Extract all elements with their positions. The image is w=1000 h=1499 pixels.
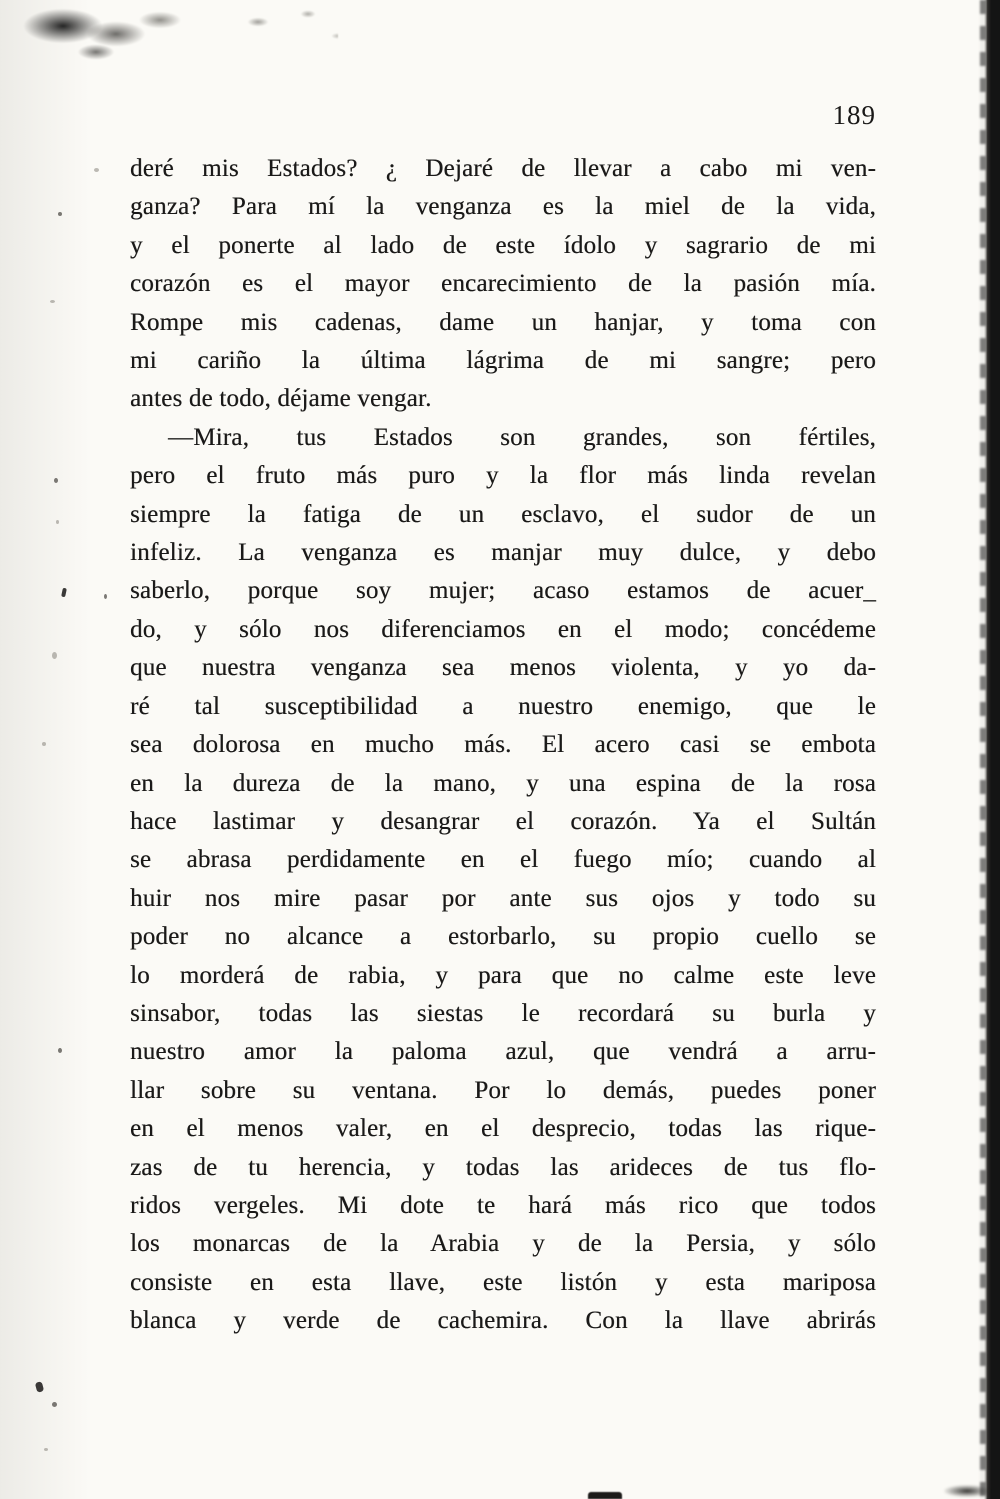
text-line: consiste en esta llave, este listón y esta mariposa [130,1268,876,1296]
text-line: sinsabor, todas las siestas le recordará su burla y [130,999,876,1027]
text-line: huir nos mire pasar por ante sus ojos y todo su [130,884,876,912]
text-line: y el ponerte al lado de este ídolo y sagrario de mi [130,231,876,259]
text-line: poder no alcance a estorbarlo, su propio cuello se [130,923,876,951]
text-line: en el menos valer, en el desprecio, todas las rique- [130,1115,876,1143]
scan-speck [50,300,55,303]
text-line: infeliz. La venganza es manjar muy dulce, y debo [130,539,876,567]
scan-speck [54,478,58,483]
text-line: ré tal susceptibilidad a nuestro enemigo, que le [130,692,876,720]
scan-mark-bottom [588,1492,622,1499]
text-line: ganza? Para mí la venganza es la miel de la vida, [130,193,876,221]
page-number: 189 [832,100,876,130]
text-line: los monarcas de la Arabia y de la Persia, y sólo [130,1230,876,1258]
scan-speck [52,652,57,659]
text-line: blanca y verde de cachemira. Con la llave abrirás [130,1307,876,1335]
text-line: do, y sólo nos diferenciamos en el modo; concédeme [130,615,876,643]
scan-gutter-shadow [984,0,1000,1499]
scan-speck [56,520,59,524]
text-line: siempre la fatiga de un esclavo, el sudor de un [130,500,876,528]
text-line: sea dolorosa en mucho más. El acero casi se embota [130,731,876,759]
text-line: lo morderá de rabia, y para que no calme este leve [130,961,876,989]
text-line: —Mira, tus Estados son grandes, son fértiles, [168,423,876,451]
paragraph [130,150,876,419]
scan-speck [44,1448,48,1451]
scan-smudge [8,0,338,84]
text-line: llar sobre su ventana. Por lo demás, puedes poner [130,1076,876,1104]
paragraph [130,419,876,1341]
scan-speck [94,168,99,172]
text-line: ridos vergeles. Mi dote te hará más rico que todos [130,1191,876,1219]
scan-speck [52,1402,57,1407]
text-line: deré mis Estados? ¿ Dejaré de llevar a cabo mi ven- [130,155,876,182]
text-line: hace lastimar y desangrar el corazón. Ya el Sultán [130,807,876,835]
scan-speck [58,1048,62,1053]
text-line: zas de tu herencia, y todas las arideces de tus flo- [130,1153,876,1181]
text-line: en la dureza de la mano, y una espina de la rosa [130,769,876,797]
text-line: Rompe mis cadenas, dame un hanjar, y toma con [130,308,876,336]
text-line: antes de todo, déjame vengar. [130,385,432,413]
text-line: pero el fruto más puro y la flor más linda revelan [130,462,876,490]
text-line: saberlo, porque soy mujer; acaso estamos de acuer_ [130,577,876,605]
scan-speck [35,1381,44,1392]
scan-speck [61,588,67,598]
scan-mark-bottom-right [944,1485,990,1497]
scan-speck [58,212,62,216]
text-line: mi cariño la última lágrima de mi sangre; pero [130,347,876,375]
text-line: nuestro amor la paloma azul, que vendrá a arru- [130,1038,876,1066]
scan-speck [42,742,46,746]
scan-speck [104,594,107,599]
text-line: corazón es el mayor encarecimiento de la pasión mía. [130,270,876,298]
text-line: que nuestra venganza sea menos violenta, y yo da- [130,654,876,682]
text-line: se abrasa perdidamente en el fuego mío; cuando al [130,846,876,874]
text-block [130,150,876,1341]
